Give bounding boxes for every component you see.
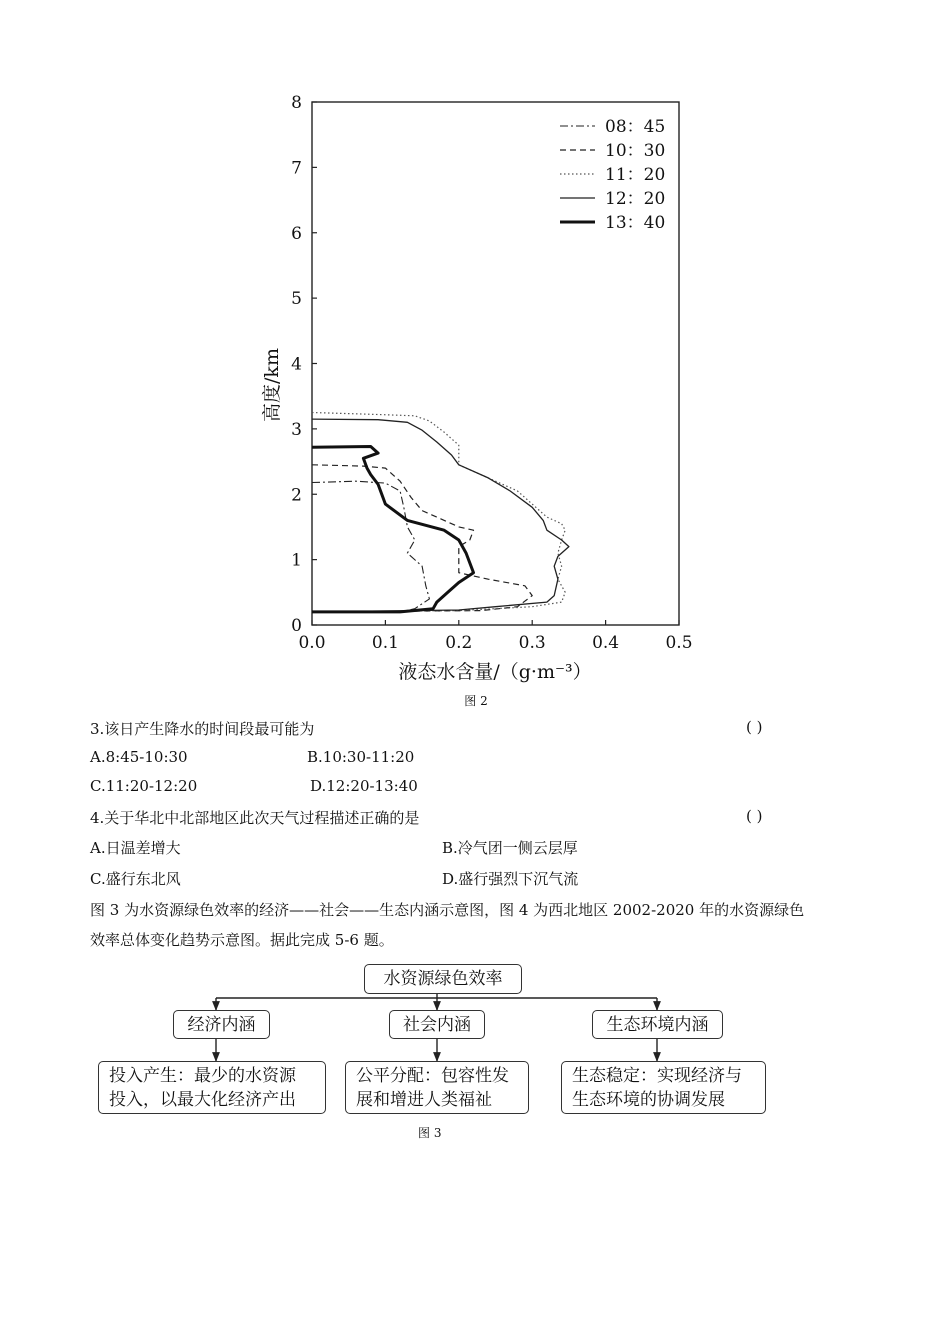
ecological-detail-line-2: 生态环境的协调发展 <box>572 1089 725 1110</box>
x-tick-label: 0.2 <box>445 633 473 653</box>
y-tick-label: 1 <box>291 550 302 571</box>
y-tick-label: 0 <box>291 616 302 636</box>
economic-detail-box <box>98 1061 326 1114</box>
y-tick-label: 3 <box>291 419 302 440</box>
y-axis-label: 高度/km <box>261 348 283 422</box>
x-tick-label: 0.0 <box>298 633 326 653</box>
social-label: 社会内涵 <box>403 1014 471 1035</box>
diagram-caption: 图 3 <box>418 1126 442 1140</box>
question-4-option-d[interactable]: D.盛行强烈下沉气流 <box>442 870 579 888</box>
question-4-option-a[interactable]: A.日温差增大 <box>90 839 181 857</box>
legend-label: 11：20 <box>605 165 666 185</box>
question-4-stem: 4.关于华北中北部地区此次天气过程描述正确的是 <box>90 809 420 827</box>
question-3-option-d[interactable]: D.12:20-13:40 <box>310 777 418 795</box>
question-3-option-b[interactable]: B.10:30-11:20 <box>307 748 415 766</box>
ecological-label: 生态环境内涵 <box>606 1014 709 1035</box>
x-tick-label: 0.3 <box>518 633 546 653</box>
legend-label: 13：40 <box>605 213 666 233</box>
question-4-bracket: ( ) <box>746 807 763 825</box>
intro-line-1: 图 3 为水资源绿色效率的经济——社会——生态内涵示意图，图 4 为西北地区 2002-2020 年的水资源绿色 <box>90 901 805 919</box>
social-detail-line-1: 公平分配：包容性发 <box>356 1065 509 1086</box>
diagram-root-label: 水资源绿色效率 <box>383 969 503 989</box>
question-4-option-c[interactable]: C.盛行东北风 <box>90 870 181 888</box>
y-tick-label: 2 <box>291 485 302 506</box>
x-tick-label: 0.4 <box>592 633 620 653</box>
x-tick-label: 0.1 <box>371 633 399 653</box>
intro-line-2: 效率总体变化趋势示意图。据此完成 5-6 题。 <box>90 931 394 949</box>
diagram-root-box <box>364 964 522 994</box>
x-axis-label: 液态水含量/（g·m⁻³） <box>398 661 592 683</box>
question-3-option-c[interactable]: C.11:20-12:20 <box>90 777 198 795</box>
y-tick-label: 4 <box>291 354 302 375</box>
x-tick-label: 0.5 <box>665 633 693 653</box>
ecological-detail-line-1: 生态稳定：实现经济与 <box>572 1065 742 1086</box>
ecological-detail-box <box>561 1061 766 1114</box>
question-3-option-a[interactable]: A.8:45-10:30 <box>90 748 188 766</box>
legend-label: 10：30 <box>605 141 666 161</box>
social-box <box>389 1010 485 1039</box>
economic-detail-line-1: 投入产生：最少的水资源 <box>109 1065 296 1086</box>
economic-detail-line-2: 投入，以最大化经济产出 <box>109 1089 296 1110</box>
social-detail-line-2: 展和增进人类福祉 <box>356 1089 492 1110</box>
legend-label: 12：20 <box>605 189 666 209</box>
question-3-stem: 3.该日产生降水的时间段最可能为 <box>90 720 315 738</box>
economic-label: 经济内涵 <box>187 1014 256 1035</box>
y-tick-label: 7 <box>291 158 302 179</box>
legend-label: 08：45 <box>605 117 666 137</box>
economic-box <box>173 1010 270 1039</box>
question-3-bracket: ( ) <box>746 718 763 736</box>
chart-caption: 图 2 <box>464 694 488 708</box>
y-tick-label: 6 <box>291 223 302 244</box>
question-4-option-b[interactable]: B.冷气团一侧云层厚 <box>442 839 578 857</box>
y-tick-label: 8 <box>291 93 302 113</box>
y-tick-label: 5 <box>291 289 302 310</box>
social-detail-box <box>345 1061 529 1114</box>
ecological-box <box>592 1010 723 1039</box>
